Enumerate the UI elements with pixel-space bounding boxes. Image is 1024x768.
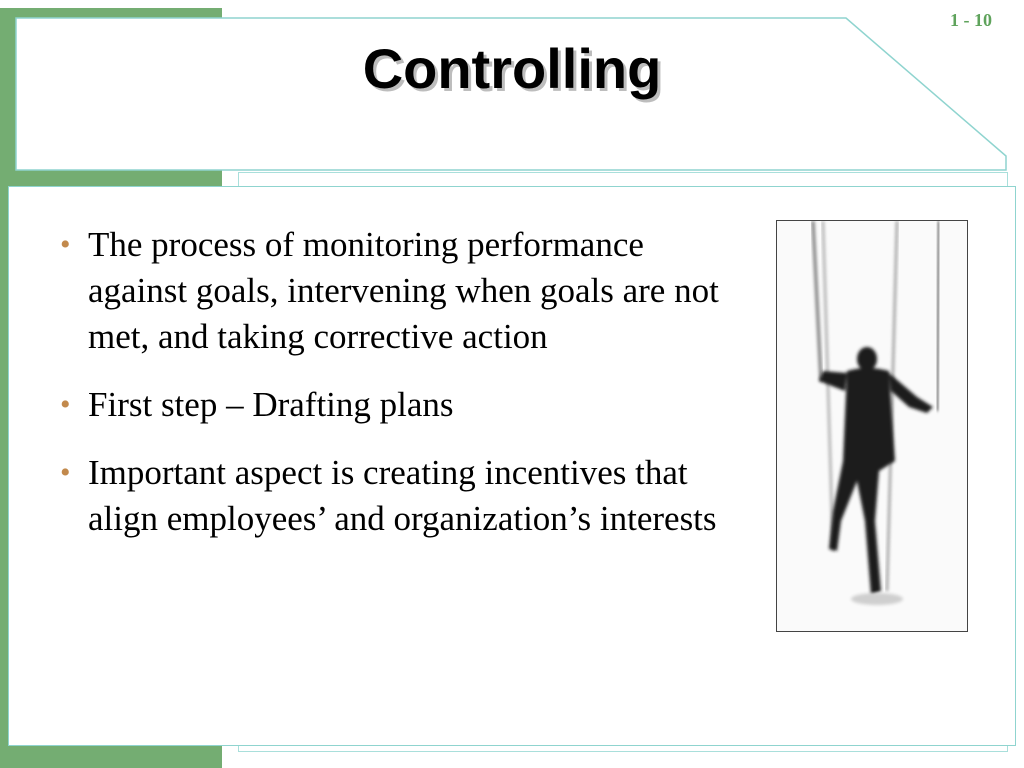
- bullet-item: [60, 222, 720, 360]
- slide-title: Controlling: [362, 37, 662, 100]
- bullet-dot-icon: •: [60, 456, 71, 489]
- bullet-dot-icon: •: [60, 388, 71, 421]
- bullet-text: Important aspect is creating incentives that align employees’ and organization’s interests: [88, 453, 717, 538]
- slide-number: 1 - 10: [950, 10, 992, 30]
- puppet-man-image: [776, 220, 968, 632]
- bullet-list: [60, 222, 720, 542]
- puppet-illustration: [777, 221, 967, 631]
- bullet-text: First step – Drafting plans: [88, 385, 454, 424]
- bullet-text: The process of monitoring performance against goals, intervening when goals are not met, and taking corrective action: [88, 225, 719, 356]
- bullet-item: [60, 382, 720, 428]
- bullet-item: [60, 450, 720, 542]
- bullet-dot-icon: •: [60, 228, 71, 261]
